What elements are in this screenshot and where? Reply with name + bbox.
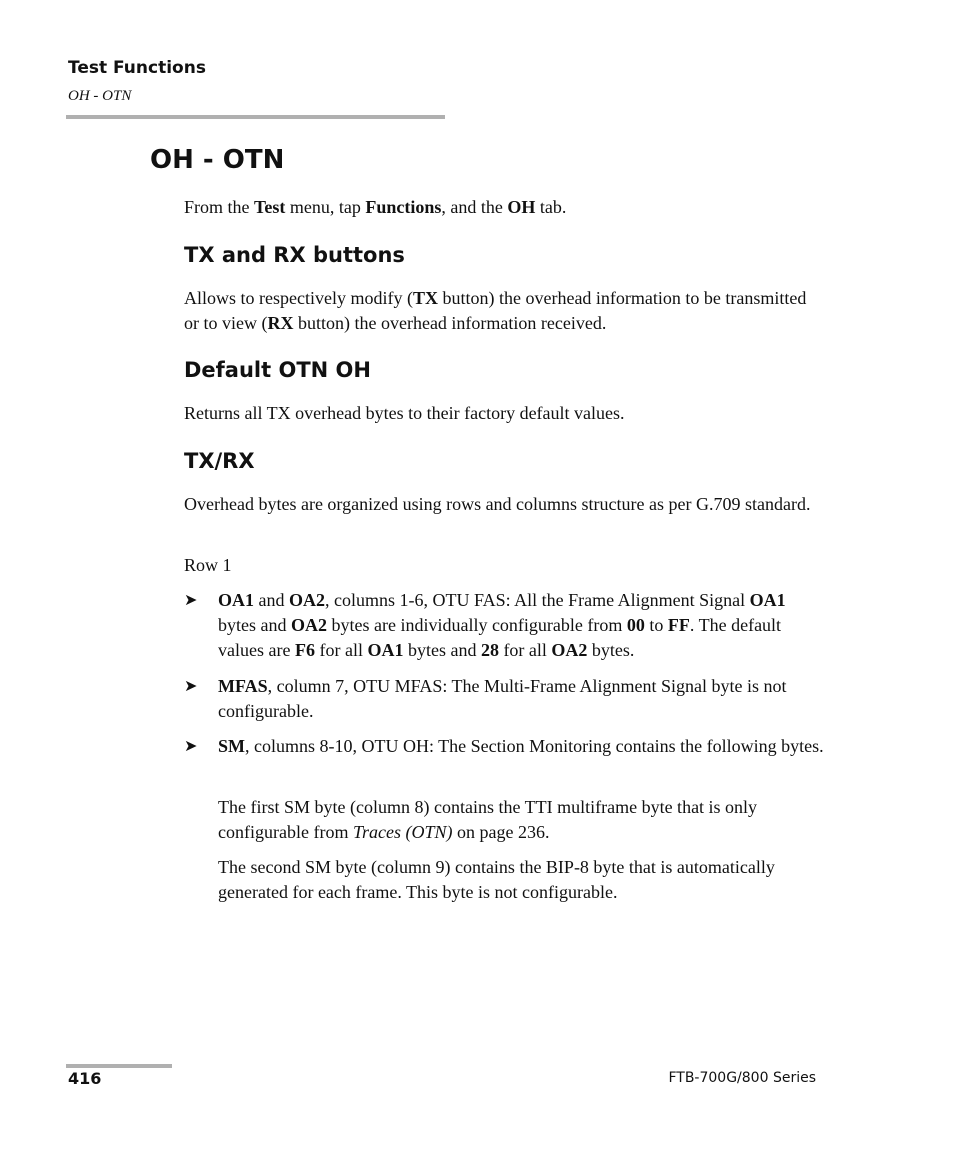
page-number: 416	[68, 1069, 102, 1088]
heading-tx-rx-buttons: TX and RX buttons	[184, 243, 405, 267]
sm-paragraph-2: The second SM byte (column 9) contains the BIP-8 byte that is automatically generated for each frame. This byte is not configurable.	[218, 857, 775, 902]
list-item-mfas	[184, 674, 824, 724]
page-title: OH - OTN	[150, 145, 285, 175]
running-header-section: OH - OTN	[68, 88, 132, 104]
arrow-bullet-icon: ➤	[184, 678, 198, 695]
footer-divider	[66, 1064, 172, 1068]
tx-rx-paragraph: Overhead bytes are organized using rows and columns structure as per G.709 standard.	[184, 494, 811, 514]
heading-default-otn-oh: Default OTN OH	[184, 358, 371, 382]
sm-paragraph-1: The first SM byte (column 8) contains the TTI multiframe byte that is only configurable from Traces (OTN) on page 236.	[218, 797, 758, 842]
row-label: Row 1	[184, 555, 232, 575]
default-otn-oh-paragraph: Returns all TX overhead bytes to their factory default values.	[184, 403, 625, 423]
list-item-oa	[184, 588, 824, 663]
arrow-bullet-icon: ➤	[184, 592, 198, 609]
traces-otn-link[interactable]: Traces (OTN)	[352, 822, 453, 842]
list-item-oa-text: OA1 and OA2, columns 1-6, OTU FAS: All the Frame Alignment Signal OA1 bytes and OA2 bytes are individually configurable from 00 to FF. The default values are F6 for all OA1 bytes and 28 for all OA2 bytes.	[218, 590, 786, 660]
header-divider	[66, 115, 445, 119]
intro-paragraph: From the Test menu, tap Functions, and the OH tab.	[184, 197, 567, 217]
list-item-mfas-text: MFAS, column 7, OTU MFAS: The Multi-Frame Alignment Signal byte is not configurable.	[218, 676, 787, 721]
list-item-sm-text: SM, columns 8-10, OTU OH: The Section Monitoring contains the following bytes.	[218, 736, 824, 756]
heading-tx-rx: TX/RX	[184, 449, 255, 473]
product-series: FTB-700G/800 Series	[668, 1070, 816, 1086]
tx-rx-buttons-paragraph: Allows to respectively modify (TX button) the overhead information to be transmitted or to view (RX button) the overhead information received.	[184, 288, 807, 333]
arrow-bullet-icon: ➤	[184, 738, 198, 755]
running-header-chapter: Test Functions	[68, 58, 206, 78]
list-item-sm	[184, 734, 824, 759]
